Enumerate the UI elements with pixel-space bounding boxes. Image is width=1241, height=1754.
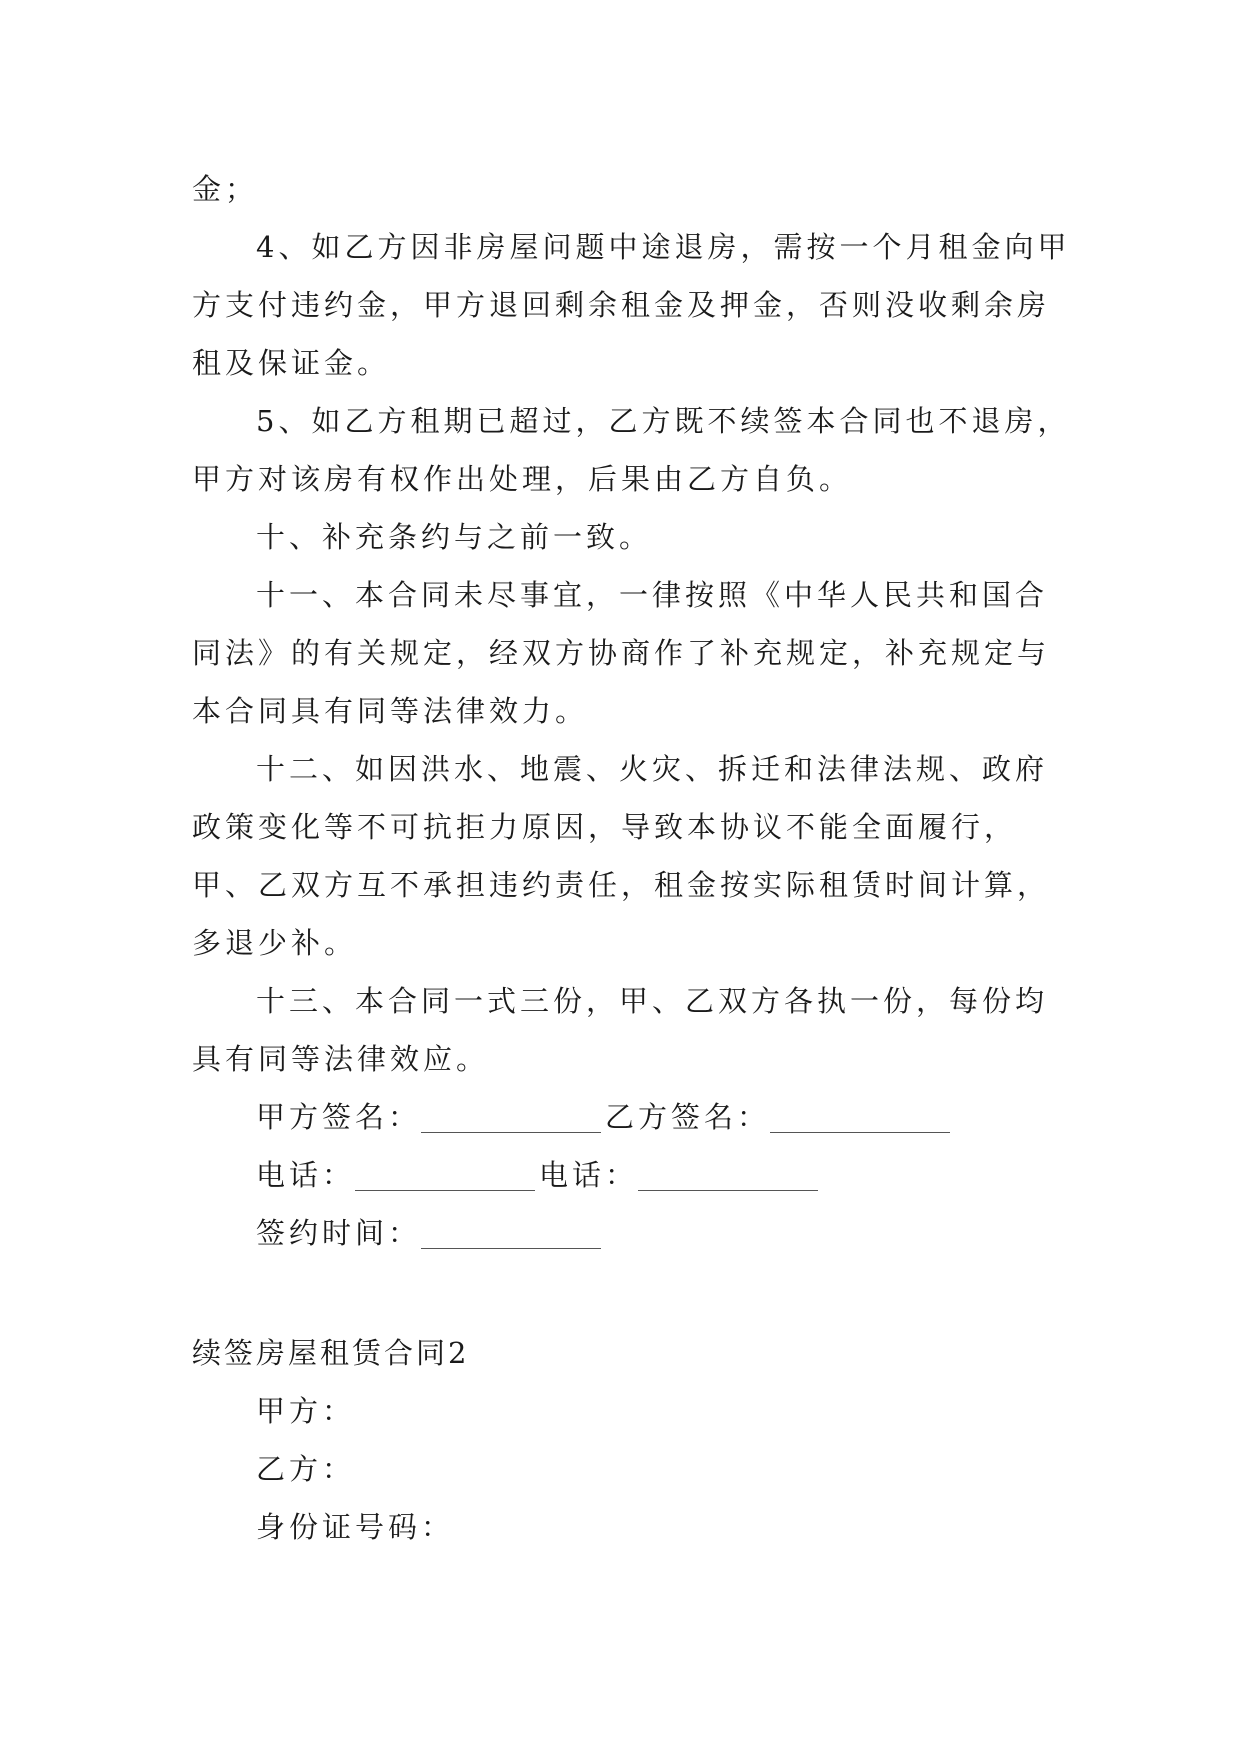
phone-a-label: 电话： — [256, 1158, 356, 1192]
phone-row — [192, 1146, 1072, 1204]
section-gap — [192, 1262, 1072, 1324]
party-a-sign-blank — [421, 1104, 601, 1133]
phone-b-blank — [638, 1162, 818, 1191]
document-body — [192, 160, 1072, 1556]
paragraph-continuation: 金； — [192, 172, 259, 206]
clause-10: 十、补充条约与之前一致。 — [256, 520, 653, 554]
clause-12: 十二、如因洪水、地震、火灾、拆迁和法律法规、政府政策变化等不可抗拒力原因，导致本协议不能全面履行，甲、乙双方互不承担违约责任，租金按实际租赁时间计算，多退少补。 — [192, 752, 1051, 960]
party-b-sign-blank — [770, 1104, 950, 1133]
second-party-a: 甲方： — [256, 1394, 356, 1428]
second-party-b: 乙方： — [256, 1452, 356, 1486]
phone-b-label: 电话： — [539, 1158, 639, 1192]
signature-row — [192, 1088, 1072, 1146]
sign-date-label: 签约时间： — [256, 1216, 422, 1250]
clause-13: 十三、本合同一式三份，甲、乙双方各执一份，每份均具有同等法律效应。 — [192, 984, 1049, 1076]
second-contract-title: 续签房屋租赁合同2 — [192, 1336, 470, 1370]
party-a-sign-label: 甲方签名： — [256, 1100, 422, 1134]
clause-4: 4、如乙方因非房屋问题中途退房，需按一个月租金向甲方支付违约金，甲方退回剩余租金及押金，否则没收剩余房租及保证金。 — [192, 230, 1071, 380]
clause-5: 5、如乙方租期已超过，乙方既不续签本合同也不退房，甲方对该房有权作出处理，后果由乙方自负。 — [192, 404, 1071, 496]
sign-date-row — [192, 1204, 1072, 1262]
phone-a-blank — [355, 1162, 535, 1191]
party-b-sign-label: 乙方签名： — [605, 1100, 771, 1134]
clause-11: 十一、本合同未尽事宜，一律按照《中华人民共和国合同法》的有关规定，经双方协商作了补充规定，补充规定与本合同具有同等法律效力。 — [192, 578, 1051, 728]
sign-date-blank — [421, 1220, 601, 1249]
second-id-number: 身份证号码： — [256, 1510, 455, 1544]
